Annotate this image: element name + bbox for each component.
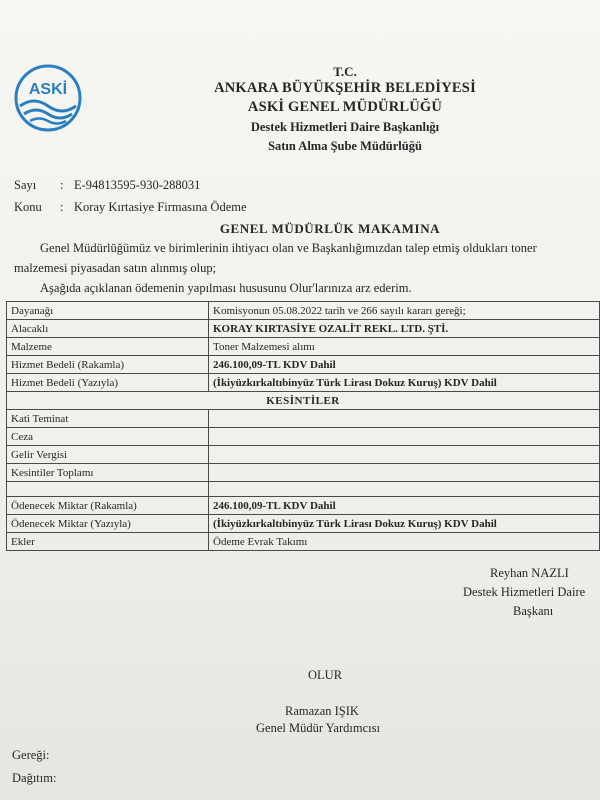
approval-olur: OLUR	[308, 668, 343, 682]
header-branch: Satın Alma Şube Müdürlüğü	[268, 139, 422, 153]
table-row	[7, 533, 600, 551]
row-value	[209, 428, 600, 446]
approver-title: Genel Müdür Yardımcısı	[256, 721, 380, 735]
sayi-label: Sayı	[14, 178, 37, 192]
row-label: Hizmet Bedeli (Yazıyla)	[7, 374, 209, 392]
header-municipality: ANKARA BÜYÜKŞEHİR BELEDİYESİ	[214, 80, 476, 96]
header-tc: T.C.	[333, 64, 357, 79]
signatory-title-1: Destek Hizmetleri Daire	[463, 585, 586, 599]
meta-konu	[14, 200, 247, 215]
aski-logo	[12, 62, 84, 134]
document-title: GENEL MÜDÜRLÜK MAKAMINA	[219, 221, 441, 236]
konu-colon: :	[60, 200, 64, 214]
table-row	[7, 515, 600, 533]
table-row	[7, 356, 600, 374]
table-row	[7, 410, 600, 428]
footer-dagitim: Dağıtım:	[12, 771, 57, 785]
body-paragraph-3: Aşağıda açıklanan ödemenin yapılması hususunu Olur'larınıza arz ederim.	[40, 281, 412, 295]
row-value: 246.100,09-TL KDV Dahil	[209, 497, 600, 515]
section-heading: KESİNTİLER	[7, 392, 600, 410]
table-row	[7, 320, 600, 338]
konu-value: Koray Kırtasiye Firmasına Ödeme	[74, 200, 247, 214]
row-label: Gelir Vergisi	[7, 446, 209, 464]
table-row	[7, 302, 600, 320]
row-value	[209, 446, 600, 464]
row-value	[209, 464, 600, 482]
table-row	[7, 497, 600, 515]
row-label: Dayanağı	[7, 302, 209, 320]
body-paragraph-1: Genel Müdürlüğümüz ve birimlerinin ihtiyacı olan ve Başkanlığımızdan talep etmiş oldukları toner	[40, 241, 537, 255]
row-value	[209, 410, 600, 428]
section-row	[7, 392, 600, 410]
spacer-cell	[209, 482, 600, 497]
table-row	[7, 374, 600, 392]
row-value: Toner Malzemesi alımı	[209, 338, 600, 356]
approver-name: Ramazan IŞIK	[285, 704, 359, 718]
row-label: Ödenecek Miktar (Yazıyla)	[7, 515, 209, 533]
sayi-colon: :	[60, 178, 64, 192]
row-value: Ödeme Evrak Takımı	[209, 533, 600, 551]
row-value: Komisyonun 05.08.2022 tarih ve 266 sayılı kararı gereği;	[209, 302, 600, 320]
row-label: Ceza	[7, 428, 209, 446]
meta-sayi	[14, 178, 200, 193]
sayi-value: E-94813595-930-288031	[74, 178, 201, 192]
table-row	[7, 428, 600, 446]
row-value: (İkiyüzkırkaltıbinyüz Türk Lirası Dokuz Kuruş) KDV Dahil	[209, 515, 600, 533]
row-label: Ekler	[7, 533, 209, 551]
footer-geregi: Gereği:	[12, 748, 50, 762]
header-directorate: ASKİ GENEL MÜDÜRLÜĞÜ	[247, 99, 443, 115]
row-label: Malzeme	[7, 338, 209, 356]
row-label: Kesintiler Toplamı	[7, 464, 209, 482]
table-row	[7, 446, 600, 464]
payment-table	[6, 301, 600, 551]
row-value: 246.100,09-TL KDV Dahil	[209, 356, 600, 374]
konu-label: Konu	[14, 200, 42, 214]
spacer-row	[7, 482, 600, 497]
header-department: Destek Hizmetleri Daire Başkanlığı	[250, 120, 440, 134]
spacer-cell	[7, 482, 209, 497]
row-label: Kati Teminat	[7, 410, 209, 428]
row-label: Alacaklı	[7, 320, 209, 338]
row-label: Hizmet Bedeli (Rakamla)	[7, 356, 209, 374]
table-row	[7, 464, 600, 482]
body-paragraph-2: malzemesi piyasadan satın alınmış olup;	[14, 261, 217, 275]
logo-text: ASKİ	[28, 81, 68, 98]
row-value: KORAY KIRTASİYE OZALİT REKL. LTD. ŞTİ.	[209, 320, 600, 338]
signatory-name: Reyhan NAZLI	[490, 566, 569, 580]
row-value: (İkiyüzkırkaltıbinyüz Türk Lirası Dokuz Kuruş) KDV Dahil	[209, 374, 600, 392]
row-label: Ödenecek Miktar (Rakamla)	[7, 497, 209, 515]
signatory-title-2: Başkanı	[513, 604, 554, 618]
table-row	[7, 338, 600, 356]
